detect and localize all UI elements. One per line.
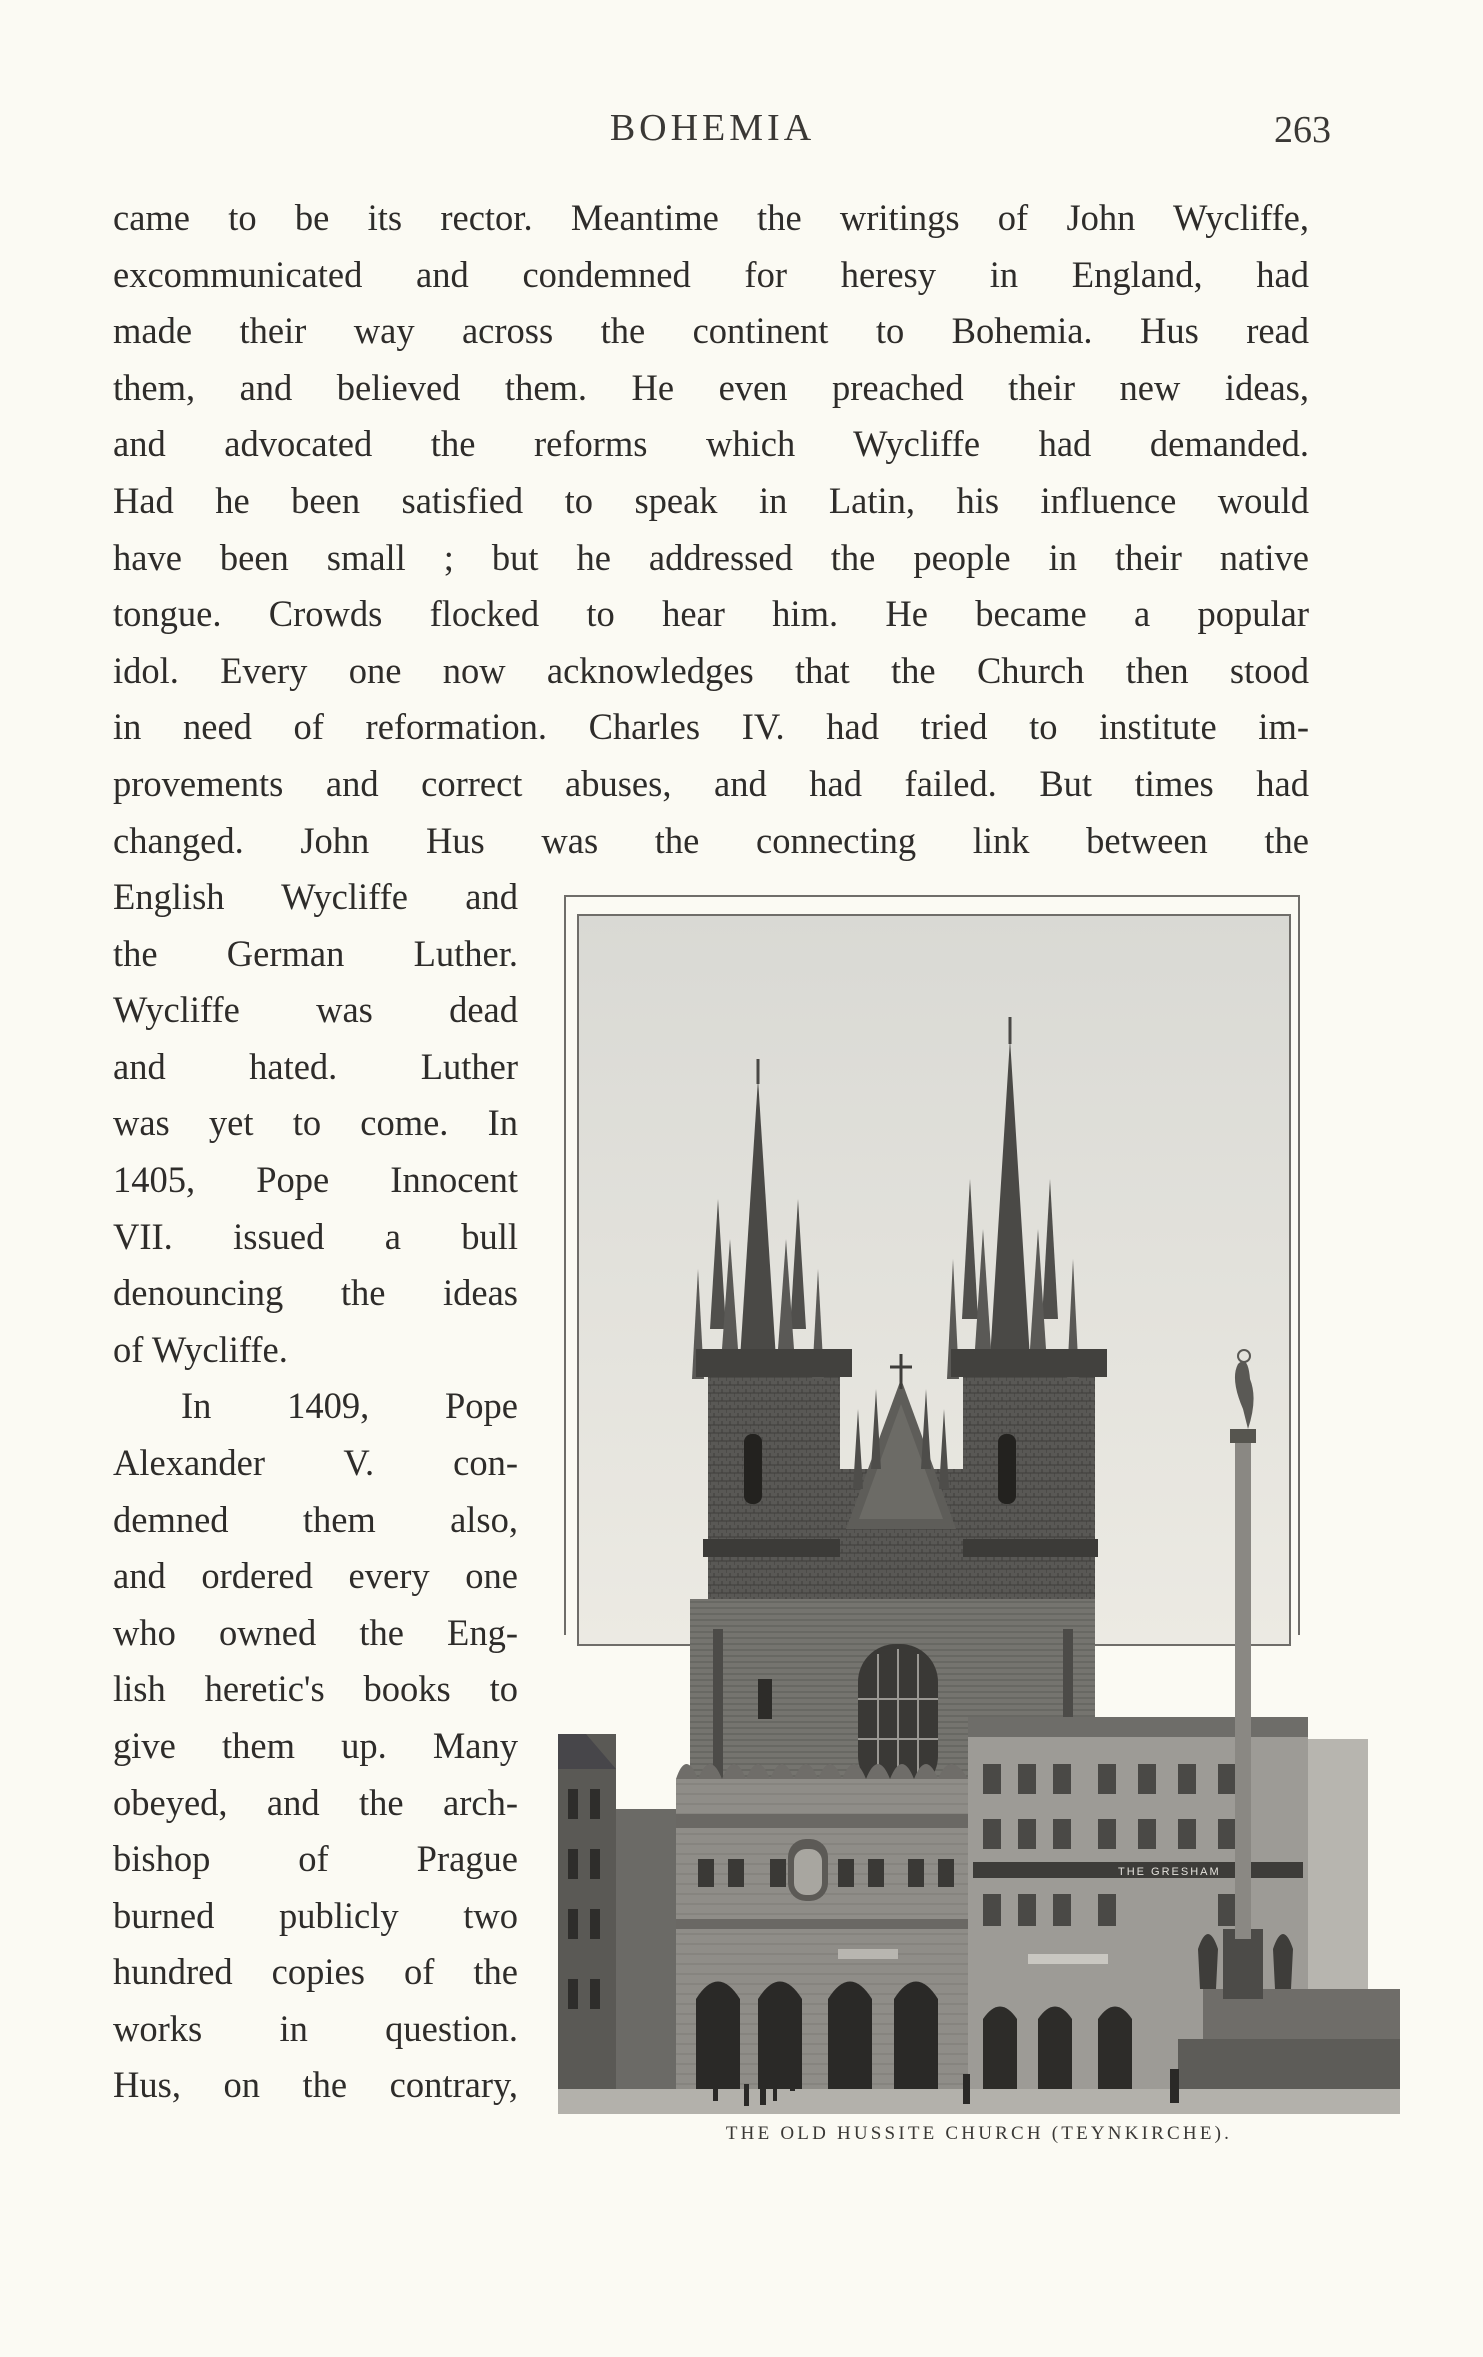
text-line: have been small ; but he addressed the people in their native [113,536,1309,578]
text-line: who owned the Eng- [113,1611,518,1653]
page-number: 263 [1274,109,1331,151]
text-line: tongue. Crowds flocked to hear him. He became a popular [113,593,1309,635]
text-line: of Wycliffe. [113,1328,288,1370]
text-line: give them up. Many [113,1724,518,1766]
text-line: idol. Every one now acknowledges that the Church then stood [113,649,1309,691]
text-line: changed. John Hus was the connecting link between the [113,819,1309,861]
left-building [558,1734,676,2104]
text-line: Alexander V. con- [113,1441,518,1483]
text-line: excommunicated and condemned for heresy in England, had [113,253,1309,295]
text-line: in need of reformation. Charles IV. had tried to institute im- [113,706,1309,748]
text-line: the German Luther. [113,932,518,974]
running-title: BOHEMIA [609,107,816,149]
figure-caption: THE OLD HUSSITE CHURCH (TEYNKIRCHE). [725,2123,1233,2144]
text-line: was yet to come. In [113,1102,518,1144]
text-line: denouncing the ideas [113,1272,518,1314]
text-line: came to be its rector. Meantime the writings of John Wycliffe, [113,197,1309,238]
text-line: 1405, Pope Innocent [113,1158,518,1200]
text-line: made their way across the continent to Bohemia. Hus read [113,310,1309,352]
text-line: lish heretic's books to [113,1668,518,1710]
text-line: works in question. [113,2007,518,2049]
body-text-narrow-column [113,869,518,2114]
text-line: Wycliffe was dead [113,989,518,1031]
text-line: English Wycliffe and [113,876,518,917]
text-line: VII. issued a bull [113,1215,518,1257]
front-building [676,1764,968,2099]
body-text-full-width [113,190,1309,869]
figure [558,895,1400,2144]
text-line: Had he been satisfied to speak in Latin, his influence would [113,479,1309,521]
text-line: and advocated the reforms which Wycliffe had demanded. [113,423,1309,465]
text-line: hundred copies of the [113,1951,518,1993]
text-line: Hus, on the contrary, [113,2064,518,2106]
text-line: In 1409, Pope [181,1385,518,1427]
church-illustration [558,909,1400,2114]
text-line: provements and correct abuses, and had failed. But times had [113,762,1309,804]
running-head [0,100,1483,160]
text-line: them, and believed them. He even preached their new ideas, [113,366,1309,408]
building-sign: THE GRESHAM [1118,1866,1221,1878]
text-line: and hated. Luther [113,1045,518,1087]
text-line: obeyed, and the arch- [113,1781,518,1823]
text-line: bishop of Prague [113,1838,518,1880]
text-line: burned publicly two [113,1894,518,1936]
text-line: demned them also, [113,1498,518,1540]
text-line: and ordered every one [113,1555,518,1597]
